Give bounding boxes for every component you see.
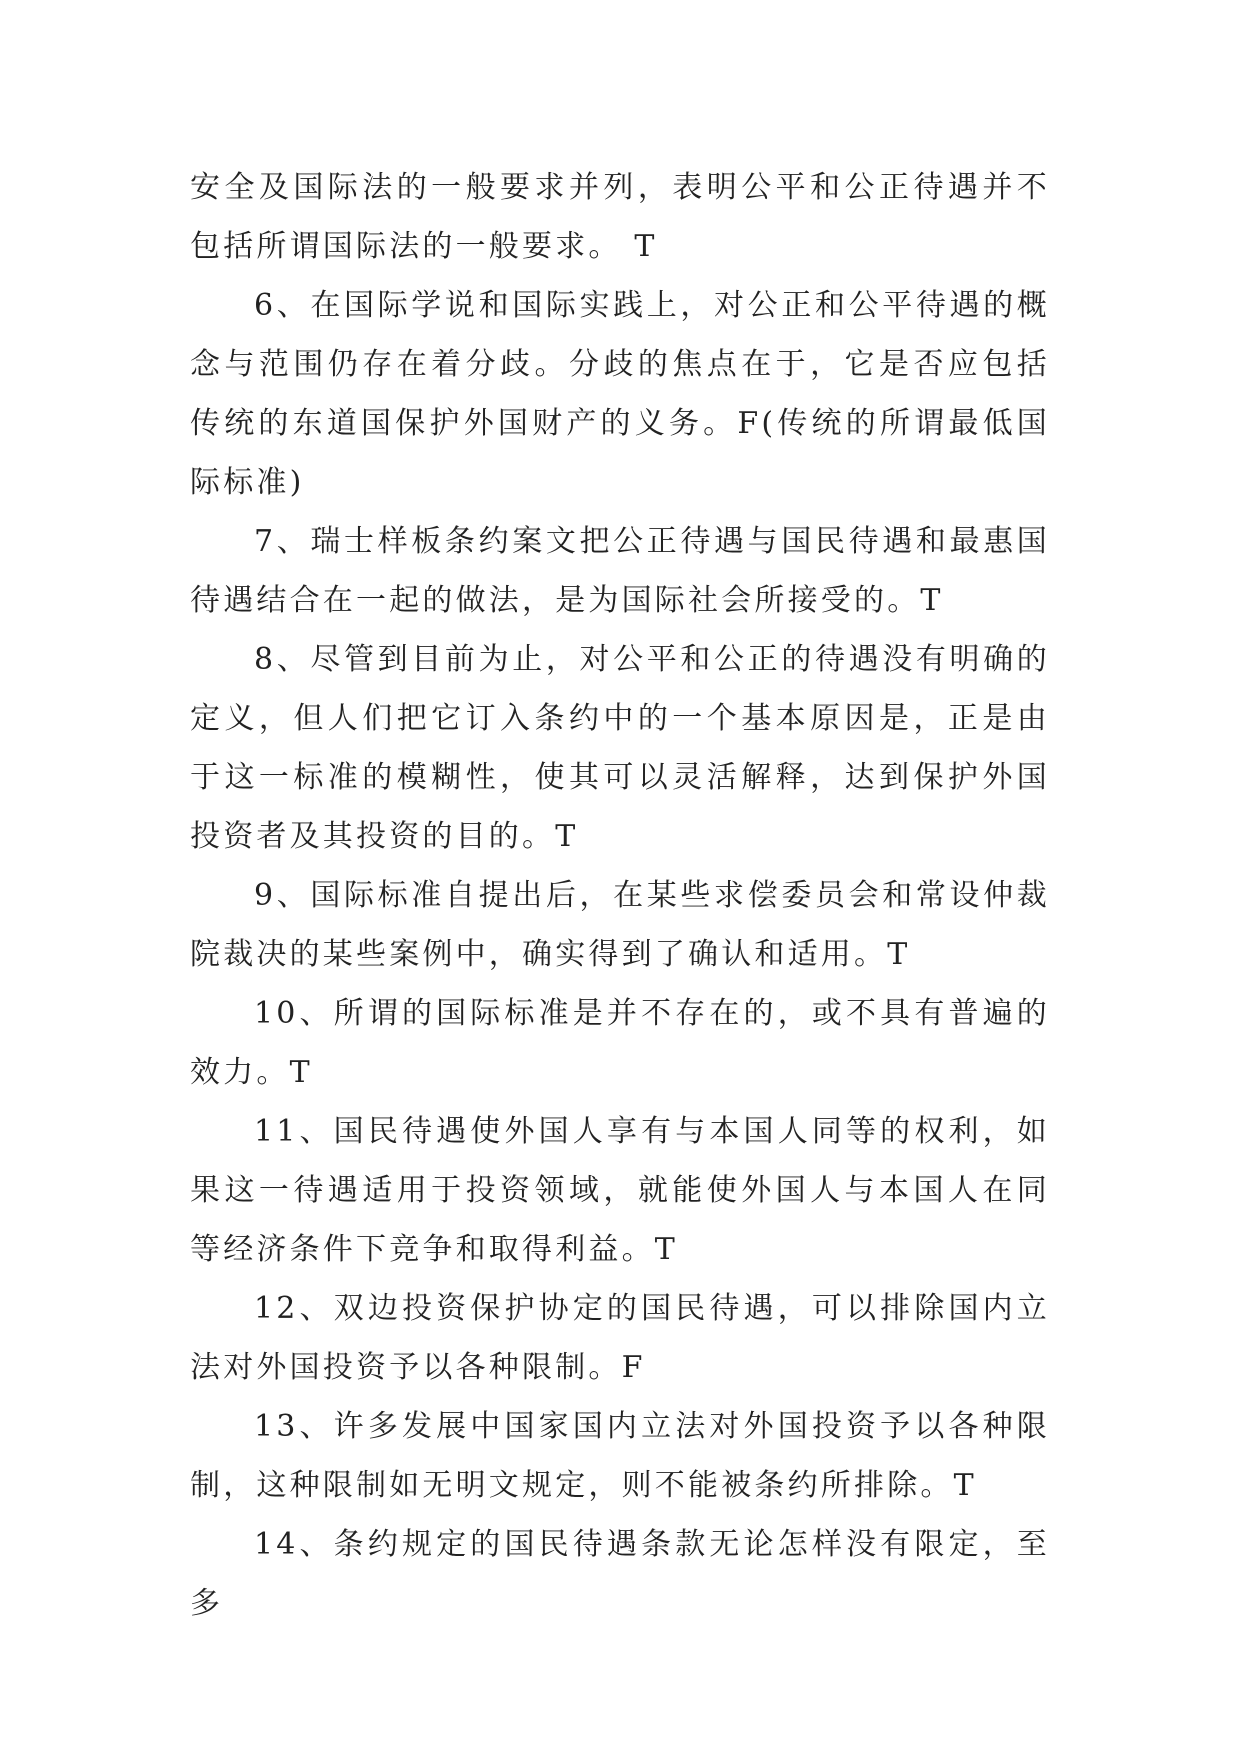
paragraph-item-6: 6、在国际学说和国际实践上，对公正和公平待遇的概念与范围仍存在着分歧。分歧的焦点在于，它是否应包括传统的东道国保护外国财产的义务。F(传统的所谓最低国际标准) <box>190 288 1050 500</box>
paragraph-item-9: 9、国际标准自提出后，在某些求偿委员会和常设仲裁院裁决的某些案例中，确实得到了确认和适用。T <box>190 878 1050 972</box>
paragraph-continuation: 安全及国际法的一般要求并列，表明公平和公正待遇并不包括所谓国际法的一般要求。 T <box>190 170 1050 264</box>
paragraph-item-13: 13、许多发展中国家国内立法对外国投资予以各种限制，这种限制如无明文规定，则不能被条约所排除。T <box>190 1409 1050 1503</box>
paragraph-item-7: 7、瑞士样板条约案文把公正待遇与国民待遇和最惠国待遇结合在一起的做法，是为国际社会所接受的。T <box>190 524 1050 618</box>
paragraph-item-10: 10、所谓的国际标准是并不存在的，或不具有普遍的效力。T <box>190 996 1050 1090</box>
paragraph-item-11: 11、国民待遇使外国人享有与本国人同等的权利，如果这一待遇适用于投资领域，就能使外国人与本国人在同等经济条件下竞争和取得利益。T <box>190 1114 1050 1267</box>
document-body <box>190 158 1050 1633</box>
paragraph-item-8: 8、尽管到目前为止，对公平和公正的待遇没有明确的定义，但人们把它订入条约中的一个基本原因是，正是由于这一标准的模糊性，使其可以灵活解释，达到保护外国投资者及其投资的目的。T <box>190 642 1050 854</box>
paragraph-item-12: 12、双边投资保护协定的国民待遇，可以排除国内立法对外国投资予以各种限制。F <box>190 1291 1050 1385</box>
paragraph-item-14: 14、条约规定的国民待遇条款无论怎样没有限定，至多 <box>190 1527 1050 1621</box>
